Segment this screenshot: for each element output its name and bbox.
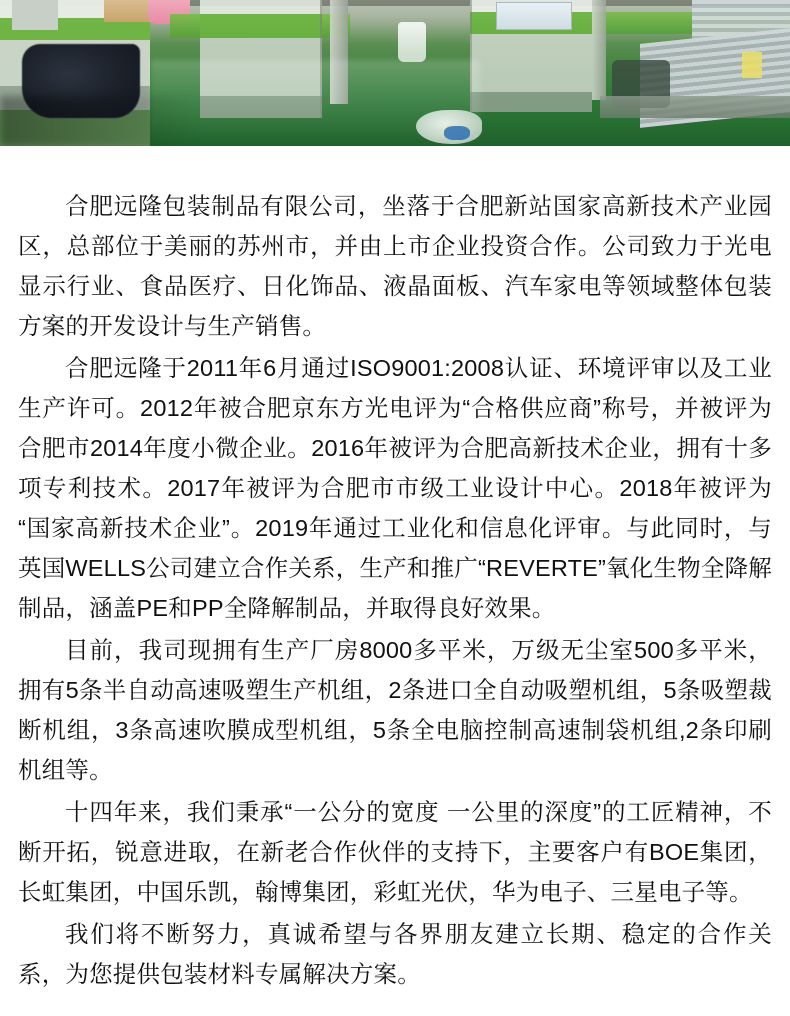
company-profile-text <box>0 146 790 994</box>
paragraph-company-overview: 合肥远隆包装制品有限公司，坐落于合肥新站国家高新技术产业园区，总部位于美丽的苏州市，并由上市企业投资合作。公司致力于光电显示行业、食品医疗、日化饰品、液晶面板、汽车家电等领域整体包装方案的开发设计与生产销售。 <box>18 193 772 339</box>
paragraph-craftsmanship-clients: 十四年来，我们秉承“一公分的宽度 一公里的深度”的工匠精神，不断开拓，锐意进取，在新老合作伙伴的支持下，主要客户有BOE集团，长虹集团，中国乐凯，翰博集团，彩虹光伏，华为电子、三星电子等。 <box>18 799 772 905</box>
carton-box <box>104 0 154 22</box>
yellow-folder <box>742 52 762 78</box>
water-bottle <box>398 22 426 62</box>
office-desk <box>600 96 790 118</box>
banner-photo-container <box>0 0 790 146</box>
paragraph-closing-statement: 我们将不断努力，真诚希望与各界朋友建立长期、稳定的合作关系，为您提供包装材料专属解决方案。 <box>18 921 772 987</box>
blue-label-on-bag <box>444 126 470 140</box>
workshop-interior-photo <box>0 0 790 146</box>
window-pane <box>496 2 572 30</box>
paragraph-facilities-equipment: 目前，我司现拥有生产厂房8000多平米，万级无尘室500多平米，拥有5条半自动高速吸塑生产机组，2条进口全自动吸塑机组，5条吸塑裁断机组，3条高速吹膜成型机组，5条全电脑控制高速制袋机组,2条印刷机组等。 <box>18 637 772 783</box>
paragraph-certifications-history: 合肥远隆于2011年6月通过ISO9001:2008认证、环境评审以及工业生产许可。2012年被合肥京东方光电评为“合格供应商”称号，并被评为合肥市2014年度小微企业。2016年被评为合肥高新技术企业，拥有十多项专利技术。2017年被评为合肥市市级工业设计中心。2018年被评为“国家高新技术企业”。2019年通过工业化和信息化评审。与此同时，与英国WELLS公司建立合作关系，生产和推广“REVERTE”氧化生物全降解制品，涵盖PE和PP全降解制品，并取得良好效果。 <box>18 355 772 621</box>
floor-shadow <box>0 96 200 146</box>
shelf-box-left <box>12 0 58 30</box>
pillar-right <box>592 0 606 100</box>
